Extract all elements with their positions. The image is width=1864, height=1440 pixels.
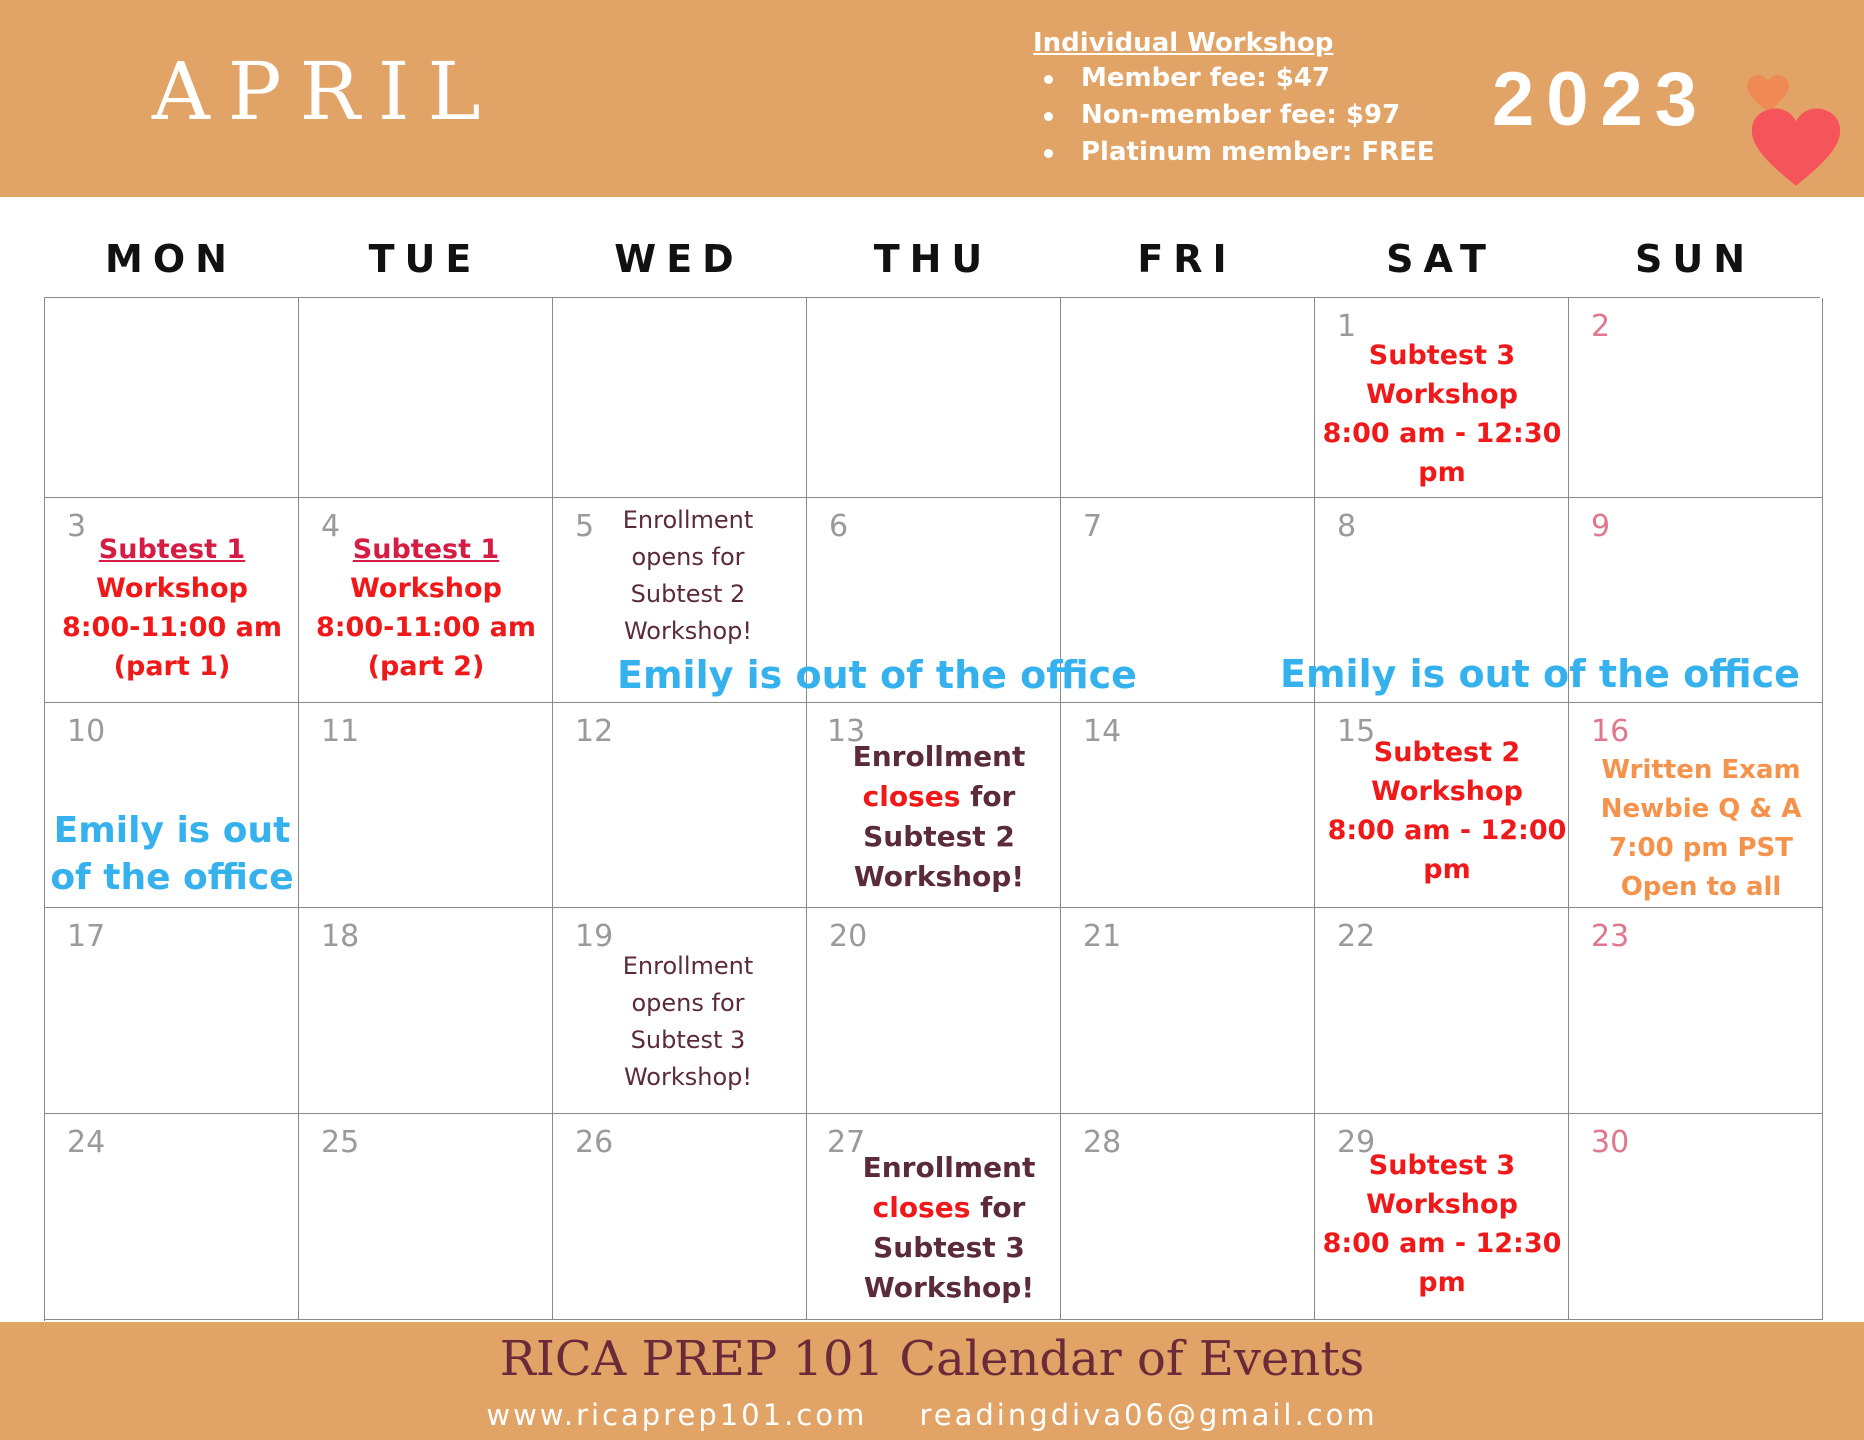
day-cell-apr-4[interactable]: [299, 498, 553, 703]
day-cell-apr-17[interactable]: [45, 908, 299, 1114]
day-cell-apr-10[interactable]: [45, 703, 299, 908]
day-number: 17: [67, 919, 106, 954]
day-number: 28: [1083, 1125, 1122, 1160]
event-enrollment-closes-subtest3[interactable]: [837, 1148, 1061, 1308]
day-cell-empty: [45, 298, 299, 498]
fee-list: [1033, 60, 1435, 171]
day-number: 1: [1337, 309, 1357, 344]
day-number: 14: [1083, 714, 1122, 749]
fee-info: [1033, 26, 1435, 171]
event-line: Workshop: [1366, 1189, 1518, 1220]
event-line: (part 2): [367, 651, 485, 682]
day-cell-empty: [299, 298, 553, 498]
fee-non-member: Non-member fee: $97: [1033, 97, 1435, 134]
day-number: 20: [829, 919, 868, 954]
event-line: [827, 777, 1051, 817]
day-number: 3: [67, 509, 87, 544]
day-number: 27: [827, 1125, 866, 1160]
event-subtest1-workshop-part2[interactable]: [299, 530, 553, 686]
day-cell-apr-13[interactable]: [807, 703, 1061, 908]
day-cell-apr-2[interactable]: [1569, 298, 1823, 498]
day-cell-apr-24[interactable]: [45, 1114, 299, 1320]
website-link[interactable]: www.ricaprep101.com: [486, 1398, 868, 1432]
heart-icon: [1750, 104, 1842, 192]
event-line: Subtest 3: [873, 1231, 1025, 1264]
day-number: 13: [827, 714, 866, 749]
fee-platinum: Platinum member: FREE: [1033, 134, 1435, 171]
day-number: 12: [575, 714, 614, 749]
event-keyword: closes: [862, 780, 961, 813]
event-line: of the office: [50, 857, 294, 898]
event-line: Workshop: [1366, 379, 1518, 410]
weekday-mon: MON: [105, 237, 237, 281]
footer-title: RICA PREP 101 Calendar of Events: [499, 1331, 1365, 1387]
event-line: Subtest 3: [630, 1026, 746, 1054]
day-cell-apr-22[interactable]: [1315, 908, 1569, 1114]
day-number: 23: [1591, 919, 1630, 954]
event-line: Newbie Q & A: [1600, 794, 1802, 824]
day-cell-apr-20[interactable]: [807, 908, 1061, 1114]
event-line: Enrollment: [622, 952, 754, 980]
day-cell-apr-1[interactable]: [1315, 298, 1569, 498]
event-newbie-qa[interactable]: [1579, 751, 1823, 907]
weekday-sun: SUN: [1634, 237, 1756, 281]
day-cell-apr-16[interactable]: [1569, 703, 1823, 908]
day-cell-apr-19[interactable]: [553, 908, 807, 1114]
event-enrollment-closes-subtest2[interactable]: [827, 737, 1051, 897]
event-line: 8:00 am - 12:30: [1322, 418, 1562, 449]
email-link[interactable]: readingdiva06@gmail.com: [919, 1398, 1378, 1432]
calendar-grid: [44, 297, 1820, 1321]
day-number: 30: [1591, 1125, 1630, 1160]
event-line: 8:00 am - 12:30: [1322, 1228, 1562, 1259]
event-line: Subtest 3: [1368, 340, 1516, 371]
day-number: 15: [1337, 714, 1376, 749]
weekday-thu: THU: [873, 237, 993, 281]
event-line: Workshop!: [623, 617, 753, 645]
event-enrollment-opens-subtest2[interactable]: [613, 502, 763, 650]
event-line: 8:00-11:00 am: [61, 612, 283, 643]
day-cell-apr-3[interactable]: [45, 498, 299, 703]
fee-title: Individual Workshop: [1033, 28, 1334, 58]
fee-member: Member fee: $47: [1033, 60, 1435, 97]
event-out-of-office[interactable]: [45, 807, 299, 901]
event-line: Workshop: [350, 573, 502, 604]
event-line: pm: [1418, 457, 1466, 488]
day-cell-apr-28[interactable]: [1061, 1114, 1315, 1320]
event-line: Emily is out: [53, 810, 291, 851]
day-cell-apr-14[interactable]: [1061, 703, 1315, 908]
day-cell-apr-25[interactable]: [299, 1114, 553, 1320]
day-number: 22: [1337, 919, 1376, 954]
day-number: 4: [321, 509, 341, 544]
event-line: 8:00 am - 12:00: [1327, 815, 1567, 846]
event-subtest2-workshop[interactable]: [1325, 733, 1569, 889]
event-subtest1-workshop-part1[interactable]: [45, 530, 299, 686]
event-line: Subtest 1: [352, 534, 500, 565]
day-number: 7: [1083, 509, 1103, 544]
day-number: 19: [575, 919, 614, 954]
day-cell-apr-18[interactable]: [299, 908, 553, 1114]
day-number: 24: [67, 1125, 106, 1160]
day-cell-apr-30[interactable]: [1569, 1114, 1823, 1320]
banner-out-of-office-wed-fri[interactable]: Emily is out of the office: [617, 653, 1137, 697]
day-cell-apr-23[interactable]: [1569, 908, 1823, 1114]
day-number: 16: [1591, 714, 1630, 749]
day-number: 25: [321, 1125, 360, 1160]
event-line: 7:00 pm PST: [1609, 833, 1793, 863]
day-number: 6: [829, 509, 849, 544]
event-subtest3-workshop[interactable]: [1315, 1146, 1569, 1302]
day-number: 8: [1337, 509, 1357, 544]
day-cell-apr-15[interactable]: [1315, 703, 1569, 908]
day-number: 2: [1591, 309, 1611, 344]
event-line: Subtest 2: [1373, 737, 1521, 768]
day-number: 18: [321, 919, 360, 954]
event-line: pm: [1418, 1267, 1466, 1298]
event-line: Subtest 1: [98, 534, 246, 565]
day-number: 11: [321, 714, 360, 749]
event-line: Subtest 2: [630, 580, 746, 608]
event-line: Enrollment: [852, 740, 1026, 773]
event-line: 8:00-11:00 am: [315, 612, 537, 643]
day-number: 10: [67, 714, 106, 749]
day-number: 26: [575, 1125, 614, 1160]
event-line: Written Exam: [1601, 755, 1801, 785]
event-line: pm: [1423, 854, 1471, 885]
event-line: [837, 1188, 1061, 1228]
day-cell-apr-29[interactable]: [1315, 1114, 1569, 1320]
event-line: opens for: [631, 543, 745, 571]
weekday-tue: TUE: [368, 237, 482, 281]
year-title: 2023: [1492, 57, 1710, 142]
event-line: Enrollment: [862, 1151, 1036, 1184]
event-line: Subtest 3: [1368, 1150, 1516, 1181]
event-line: Workshop!: [853, 860, 1025, 893]
event-line: Workshop: [96, 573, 248, 604]
event-line: opens for: [631, 989, 745, 1017]
event-text: for: [970, 1191, 1026, 1224]
day-cell-apr-21[interactable]: [1061, 908, 1315, 1114]
day-cell-empty: [553, 298, 807, 498]
day-cell-empty: [1061, 298, 1315, 498]
day-cell-apr-12[interactable]: [553, 703, 807, 908]
month-title: APRIL: [152, 45, 499, 138]
weekday-wed: WED: [614, 237, 744, 281]
event-subtest3-workshop[interactable]: [1315, 336, 1569, 492]
banner-out-of-office-sat-sun[interactable]: Emily is out of the office: [1280, 652, 1800, 696]
weekday-sat: SAT: [1386, 237, 1496, 281]
event-text: for: [960, 780, 1016, 813]
day-number: 21: [1083, 919, 1122, 954]
event-line: Open to all: [1620, 872, 1782, 902]
event-line: (part 1): [113, 651, 231, 682]
day-cell-apr-26[interactable]: [553, 1114, 807, 1320]
event-enrollment-opens-subtest3[interactable]: [613, 948, 763, 1096]
day-number: 5: [575, 509, 595, 544]
day-cell-apr-27[interactable]: [807, 1114, 1061, 1320]
event-line: Workshop!: [623, 1063, 753, 1091]
event-line: Enrollment: [622, 506, 754, 534]
day-cell-apr-11[interactable]: [299, 703, 553, 908]
day-number: 9: [1591, 509, 1611, 544]
event-line: Workshop!: [863, 1271, 1035, 1304]
day-cell-empty: [807, 298, 1061, 498]
footer-contact: [0, 1396, 1864, 1434]
event-keyword: closes: [872, 1191, 971, 1224]
weekday-fri: FRI: [1137, 237, 1237, 281]
event-line: Workshop: [1371, 776, 1523, 807]
day-number: 29: [1337, 1125, 1376, 1160]
event-line: Subtest 2: [863, 820, 1015, 853]
